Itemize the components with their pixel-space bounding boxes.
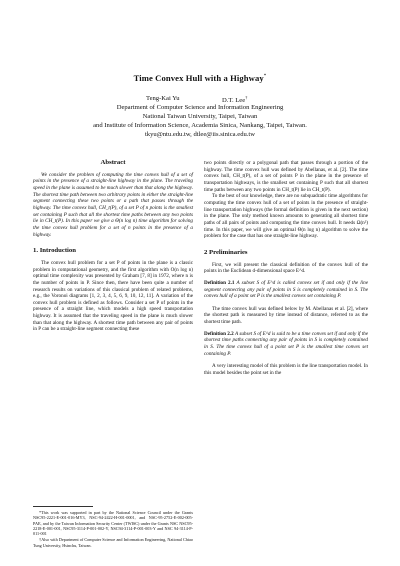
author-emails: tkyu@ntu.edu.tw, dtlee@iis.sinica.edu.tw — [144, 131, 256, 138]
author-2-footnote-mark: † — [245, 95, 248, 100]
line-transportation-paragraph: A very interesting model of this problem is the line transportation model. In this model besides the point set in the — [204, 363, 368, 377]
title-footnote-mark: * — [263, 74, 267, 80]
introduction-paragraph: The convex hull problem for a set P of points in the plane is a classic problem in computational geometry, and the first algorithm with O(n log n) optimal time complexity was presented by Graham [7, 8] in 1972, where n is the number of points in P. Since then, there have been quite a number of research results on variations of this classical problem of related problems, e.g., the Voronoi diagrams [1, 2, 3, 4, 5, 6, 9, 10, 12, 11]. A variation of the convex hull problem is defined as follows. Consider a set P of points in the presence of a straight line, which models a high speed transportation highway. It is assumed that the traveling speed in the plane is much slower than that along the highway. A shortest time path between any pair of points in P can be a straight-line segment connecting these — [33, 259, 193, 333]
affiliation-line-3: and Institute of Information Science, Academia Sinica, Nankang, Taipei, Taiwan. — [93, 122, 307, 129]
title-text: Time Convex Hull with a Highway — [133, 73, 264, 83]
intro-contribution-paragraph: To the best of our knowledge, there are no subquadratic time algorithms for computing the time convex hull of a set of points in the presence of straight-line transportation highways (the formal definition is given in the next section) in the plane. The only method known amounts to generating all shortest time paths of all pairs of points and computing the time convex hull. It needs Ω(n²) time. In this paper, we will give an optimal Θ(n log n) algorithm to solve the problem for the case that has one straight-line highway. — [204, 193, 368, 240]
definition-2-2 — [204, 331, 368, 358]
preliminaries-heading: 2 Preliminaries — [204, 248, 248, 256]
author-1 — [146, 95, 180, 102]
author-2-name: D.T. Lee — [222, 97, 246, 105]
footnotes — [33, 506, 193, 548]
definition-2-2-label: Definition 2.2 — [204, 330, 234, 337]
right-column — [204, 160, 368, 377]
footnote-rule — [33, 506, 93, 507]
definition-2-1-label: Definition 2.1 — [204, 279, 235, 286]
abstract-text: We consider the problem of computing the time convex hull of a set of points in the presence of a straight-line highway in the plane. The traveling speed in the plane is assumed to be much slower than that along the highway. The shortest time path between two arbitrary points in either the straight-line segment connecting these two points or a path that passes through the highway. The time convex hull, CH_t(P), of a set P of n points is the smallest set containing P such that all the shortest time paths between any two points lie in CH_t(P). In this paper we give a Θ(n log n) time algorithm for solving the time convex hull problem for a set of n points in the presence of a highway. — [33, 171, 193, 238]
definition-2-2-text: A subset S of E^d is said to be a time convex set if and only if the shortest time paths connecting any pair of points in S is completely contained in S. The time convex hull of a point set P is the smallest time convex set containing P. — [204, 330, 368, 357]
affiliation-line-2: National Taiwan University, Taipei, Taiwan — [142, 113, 258, 120]
intro-continued-paragraph: two points directly or a polygonal path that passes through a portion of the highway. The time convex hull was defined by Abellanas, et al. [2]. The time convex hull, CH_t(P), of a set of points P in the plane in the presence of transportation highways, is the smallest set containing P such that all shortest time paths between any two points in CH_t(P) lie in CH_t(P). — [204, 160, 368, 193]
footnote-affiliation: †Also with Department of Computer Science and Information Engineering, National Chiao Tung University, Hsinchu, Taiwan. — [33, 537, 193, 548]
author-2 — [222, 95, 247, 104]
definition-2-1 — [204, 280, 368, 300]
time-convex-hull-paragraph: The time convex hull was defined below by M. Abellanas et al. [2], where the shortest path is measured by time instead of distance, referred to as the shortest time path. — [204, 305, 368, 326]
introduction-heading: 1. Introduction — [33, 247, 76, 255]
definition-2-1-text: A subset S of E^d is called convex set if and only if the line segment connecting any pair of points in S is completely contained in S. The convex hull of a point set P is the smallest convex set containing P. — [204, 279, 368, 300]
footnote-funding: *This work was supported in part by the National Science Council under the Grants NSC95-2221-E-001-016-MY3, NSC-94-2422-H-001-0001, and NSC-95-2752-E-002-005-PAE, and by the Taiwan Information Security Center (TWISC) under the Grants NSC NSC95-2218-E-001-001, NSC95-3114-P-001-002-Y, NSC94-3114-P-001-003-Y and NSC 94-3114-P-011-001 — [33, 510, 193, 537]
abstract-heading: Abstract — [100, 159, 126, 166]
left-column — [33, 160, 193, 333]
preliminaries-paragraph: First, we will present the classical definition of the convex hull of the points in the Euclidean d-dimensional space E^d. — [204, 261, 368, 275]
affiliation-line-1: Department of Computer Science and Information Engineering — [116, 104, 284, 111]
author-1-name: Teng-Kai Yu — [146, 95, 180, 102]
paper-title — [0, 73, 400, 83]
